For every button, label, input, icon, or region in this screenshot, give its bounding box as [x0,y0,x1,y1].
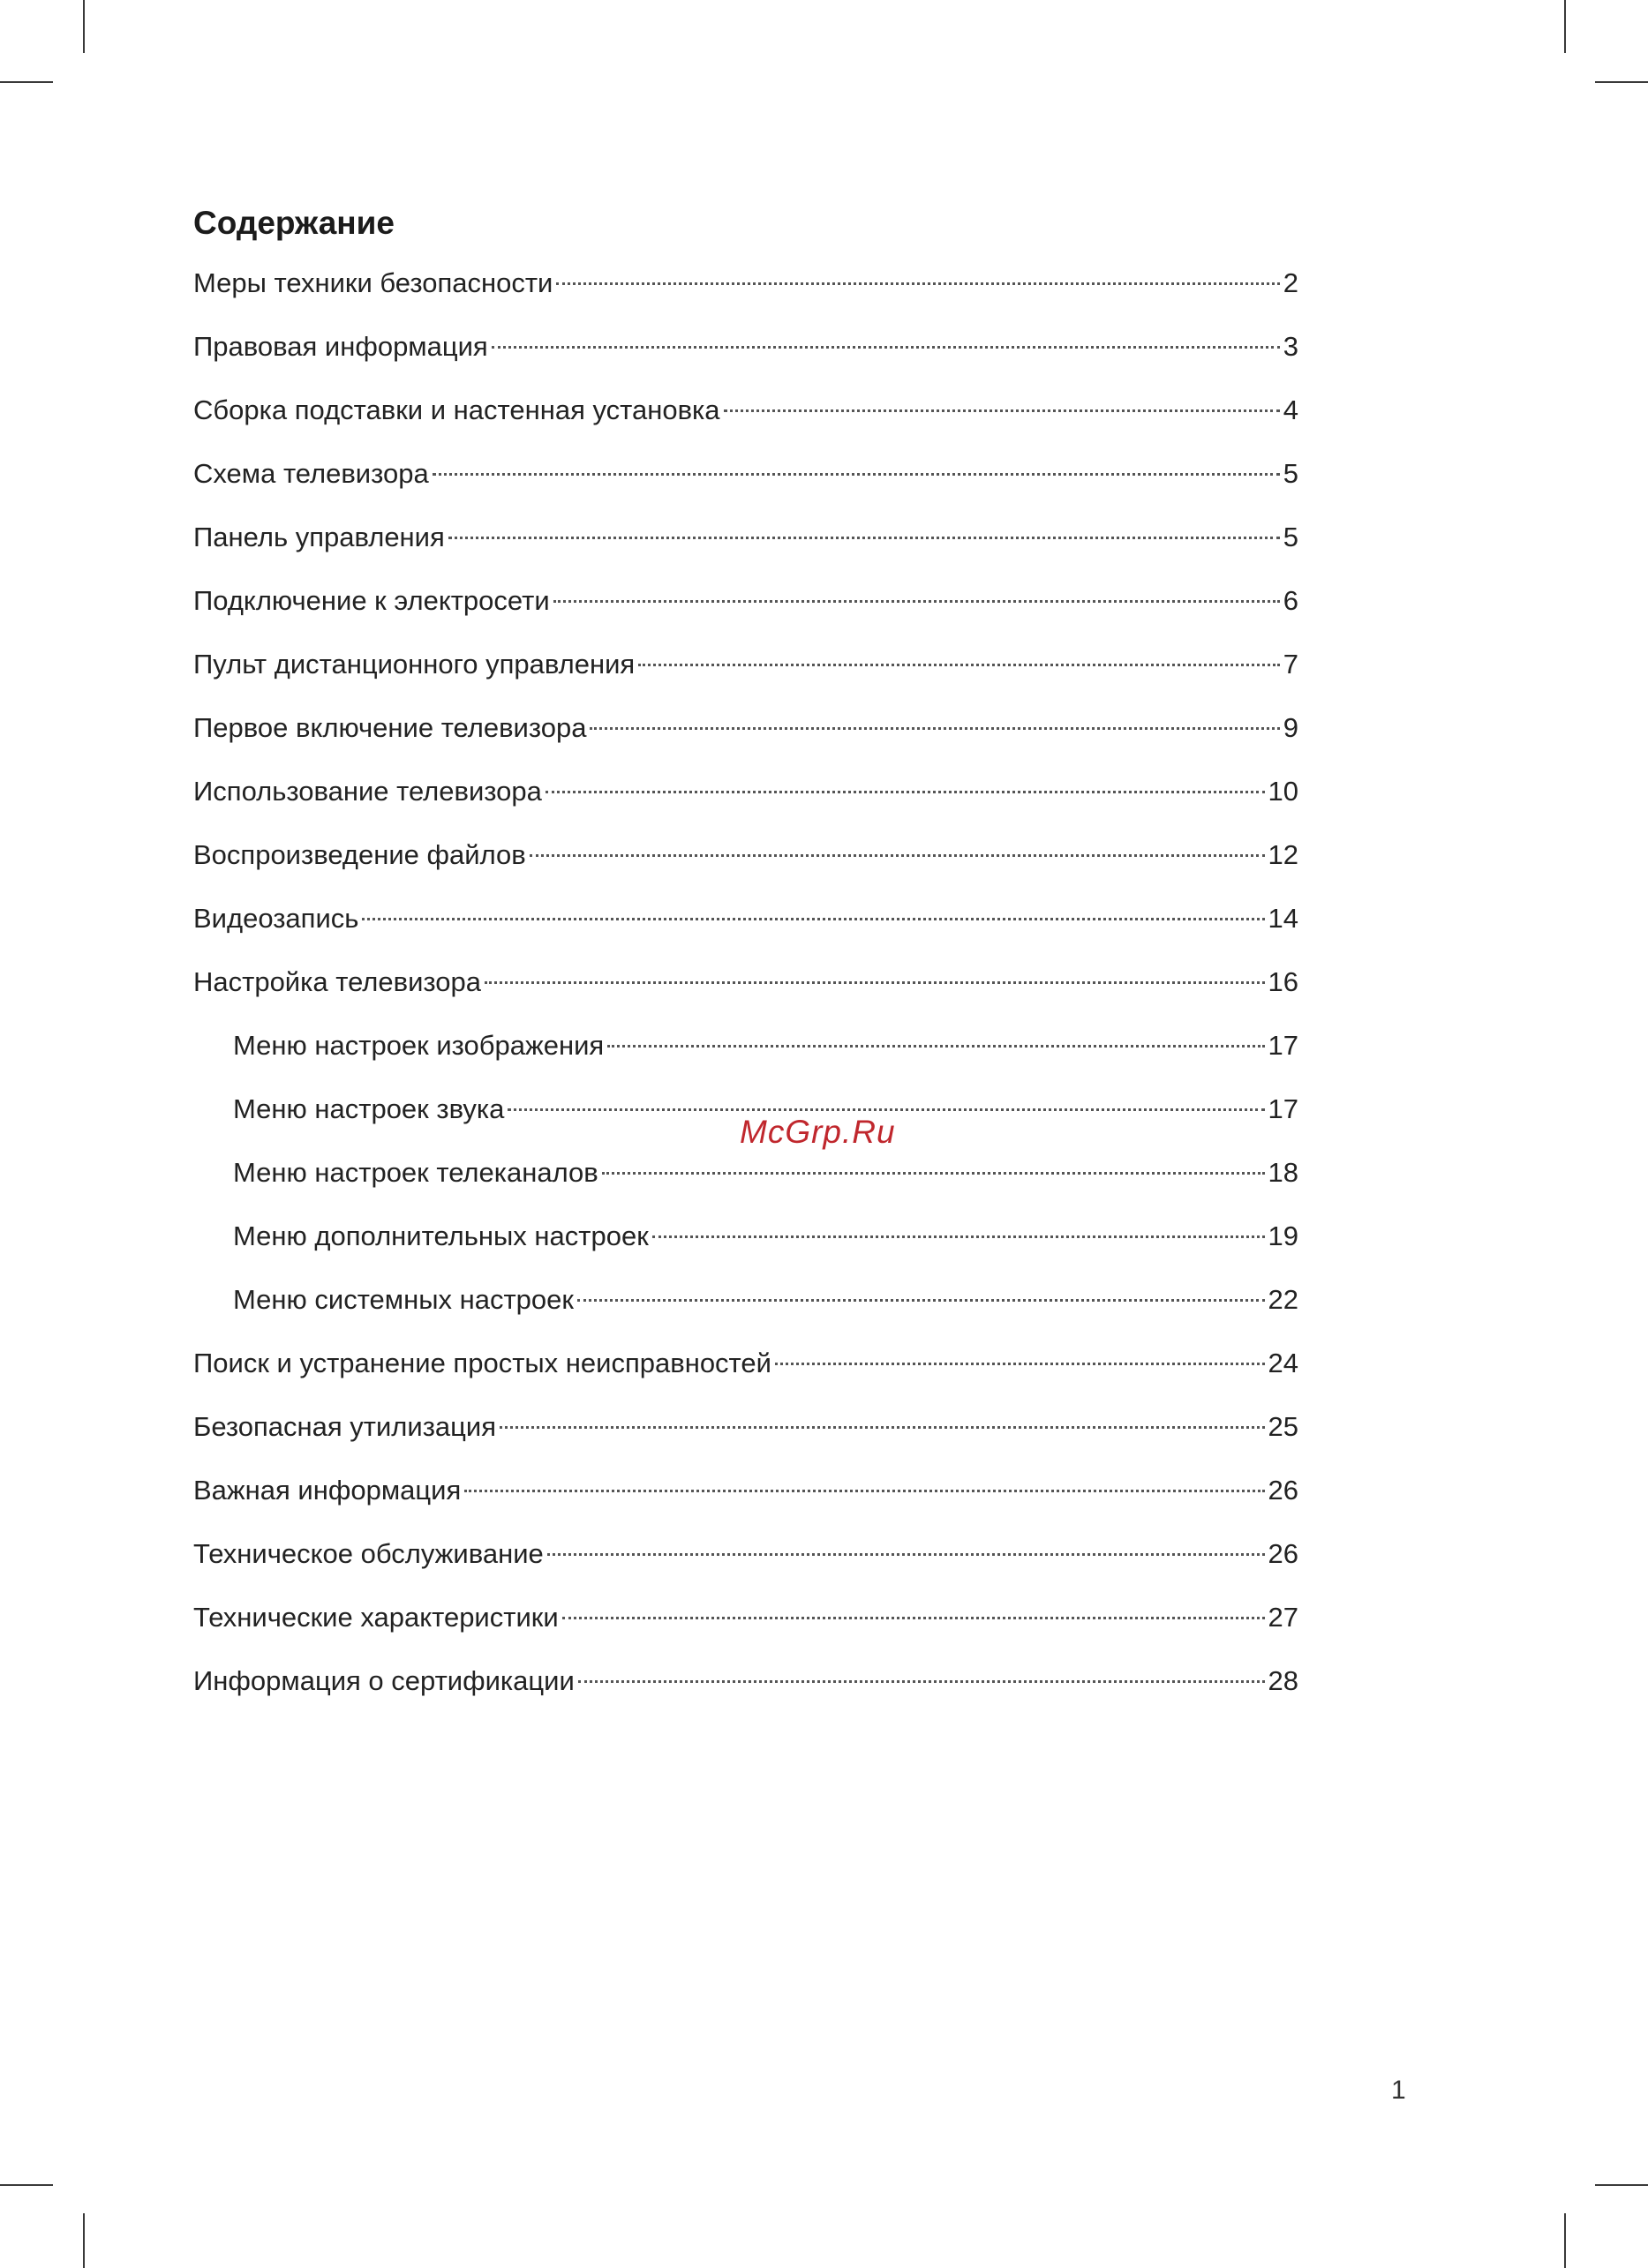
toc-entry[interactable] [193,823,1298,887]
toc-entry-label: Техническое обслуживание [193,1538,544,1569]
crop-mark-top-left-vertical [83,0,85,53]
toc-title: Содержание [193,205,395,241]
toc-leader-dots [546,791,1265,793]
toc-entry[interactable] [193,379,1298,442]
toc-leader-dots [638,664,1280,666]
toc-entry-label: Меры техники безопасности [193,267,553,298]
toc-leader-dots [652,1235,1265,1238]
toc-entry-page: 12 [1268,839,1298,870]
toc-entry-label: Технические характеристики [193,1602,559,1633]
page-number: 1 [1391,2076,1406,2105]
toc-leader-dots [775,1363,1265,1365]
toc-entry-page: 22 [1268,1284,1298,1315]
toc-leader-dots [433,473,1280,476]
toc-entry-label: Меню системных настроек [233,1284,574,1315]
crop-mark-top-left-horizontal [0,81,53,83]
toc-entry-page: 26 [1268,1538,1298,1569]
toc-leader-dots [448,537,1280,539]
toc-entry-page: 16 [1268,966,1298,997]
toc-entry[interactable] [193,1522,1298,1586]
toc-entry[interactable] [193,506,1298,569]
toc-entry-page: 9 [1283,712,1298,743]
toc-entry-page: 6 [1283,585,1298,616]
toc-leader-dots [508,1108,1264,1111]
toc-leader-dots [553,600,1280,603]
toc-entry-page: 5 [1283,522,1298,552]
toc-entry-label: Важная информация [193,1475,462,1506]
table-of-contents [193,194,1298,1713]
toc-entry-label: Сборка подставки и настенная установка [193,394,720,425]
toc-entry-page: 14 [1268,903,1298,934]
toc-leader-dots [590,727,1279,730]
toc-entry-label: Меню настроек звука [233,1093,505,1124]
toc-entry-label: Поиск и устранение простых неисправностей [193,1348,771,1378]
toc-entry-label: Меню дополнительных настроек [233,1220,649,1251]
toc-entry[interactable] [193,1205,1298,1268]
crop-mark-bottom-right-vertical [1564,2213,1566,2268]
toc-entry-label: Воспроизведение файлов [193,839,526,870]
toc-entry[interactable] [193,569,1298,633]
toc-entry[interactable] [193,252,1298,315]
toc-entry[interactable] [193,442,1298,506]
toc-entry-page: 5 [1283,458,1298,489]
toc-leader-dots [578,1680,1265,1683]
toc-leader-dots [500,1426,1264,1429]
crop-mark-top-right-horizontal [1595,81,1648,83]
toc-entry-label: Панель управления [193,522,445,552]
crop-mark-bottom-right-horizontal [1595,2184,1648,2186]
toc-leader-dots [607,1045,1264,1048]
toc-entry-page: 28 [1268,1665,1298,1696]
toc-entry-page: 2 [1283,267,1298,298]
toc-entry-label: Подключение к электросети [193,585,550,616]
crop-mark-top-right-vertical [1564,0,1566,53]
toc-entry-page: 26 [1268,1475,1298,1506]
toc-entry[interactable] [193,1268,1298,1332]
toc-entry[interactable] [193,1395,1298,1459]
toc-entry-label: Пульт дистанционного управления [193,649,636,680]
toc-entry-page: 25 [1268,1411,1298,1442]
toc-leader-dots [464,1490,1264,1492]
toc-leader-dots [556,282,1279,285]
toc-entry-label: Использование телевизора [193,776,542,807]
toc-leader-dots [577,1299,1265,1302]
crop-mark-bottom-left-horizontal [0,2184,53,2186]
toc-entry-page: 27 [1268,1602,1298,1633]
toc-entry[interactable] [193,633,1298,696]
toc-entry[interactable] [193,1586,1298,1649]
toc-entry[interactable] [193,760,1298,823]
toc-entry[interactable] [193,1649,1298,1713]
toc-entry-page: 10 [1268,776,1298,807]
toc-entry-page: 24 [1268,1348,1298,1378]
toc-entry[interactable] [193,696,1298,760]
toc-entry[interactable] [193,887,1298,950]
toc-leader-dots [602,1172,1265,1175]
toc-entry-label: Меню настроек телеканалов [233,1157,598,1188]
toc-leader-dots [724,409,1280,412]
toc-entry-label: Схема телевизора [193,458,429,489]
toc-entry-label: Информация о сертификации [193,1665,575,1696]
crop-mark-bottom-left-vertical [83,2213,85,2268]
toc-entry-page: 7 [1283,649,1298,680]
toc-entry-label: Правовая информация [193,331,488,362]
toc-leader-dots [562,1617,1265,1619]
toc-entry-page: 17 [1268,1093,1298,1124]
toc-entry[interactable] [193,950,1298,1014]
toc-leader-dots [530,854,1265,857]
toc-entry-page: 3 [1283,331,1298,362]
toc-leader-dots [362,918,1264,920]
toc-entry[interactable] [193,315,1298,379]
toc-entry-page: 17 [1268,1030,1298,1061]
toc-leader-dots [485,981,1265,984]
toc-entry-page: 4 [1283,394,1298,425]
toc-leader-dots [547,1553,1265,1556]
toc-list [193,252,1298,1713]
toc-entry-label: Безопасная утилизация [193,1411,497,1442]
toc-entry-page: 18 [1268,1157,1298,1188]
toc-entry[interactable] [193,1459,1298,1522]
toc-leader-dots [492,346,1280,349]
watermark: McGrp.Ru [740,1114,896,1150]
toc-entry[interactable] [193,1332,1298,1395]
toc-entry-page: 19 [1268,1220,1298,1251]
toc-entry-label: Видеозапись [193,903,359,934]
toc-entry-label: Настройка телевизора [193,966,481,997]
toc-entry-label: Первое включение телевизора [193,712,587,743]
toc-entry-label: Меню настроек изображения [233,1030,605,1061]
toc-entry[interactable] [193,1014,1298,1078]
